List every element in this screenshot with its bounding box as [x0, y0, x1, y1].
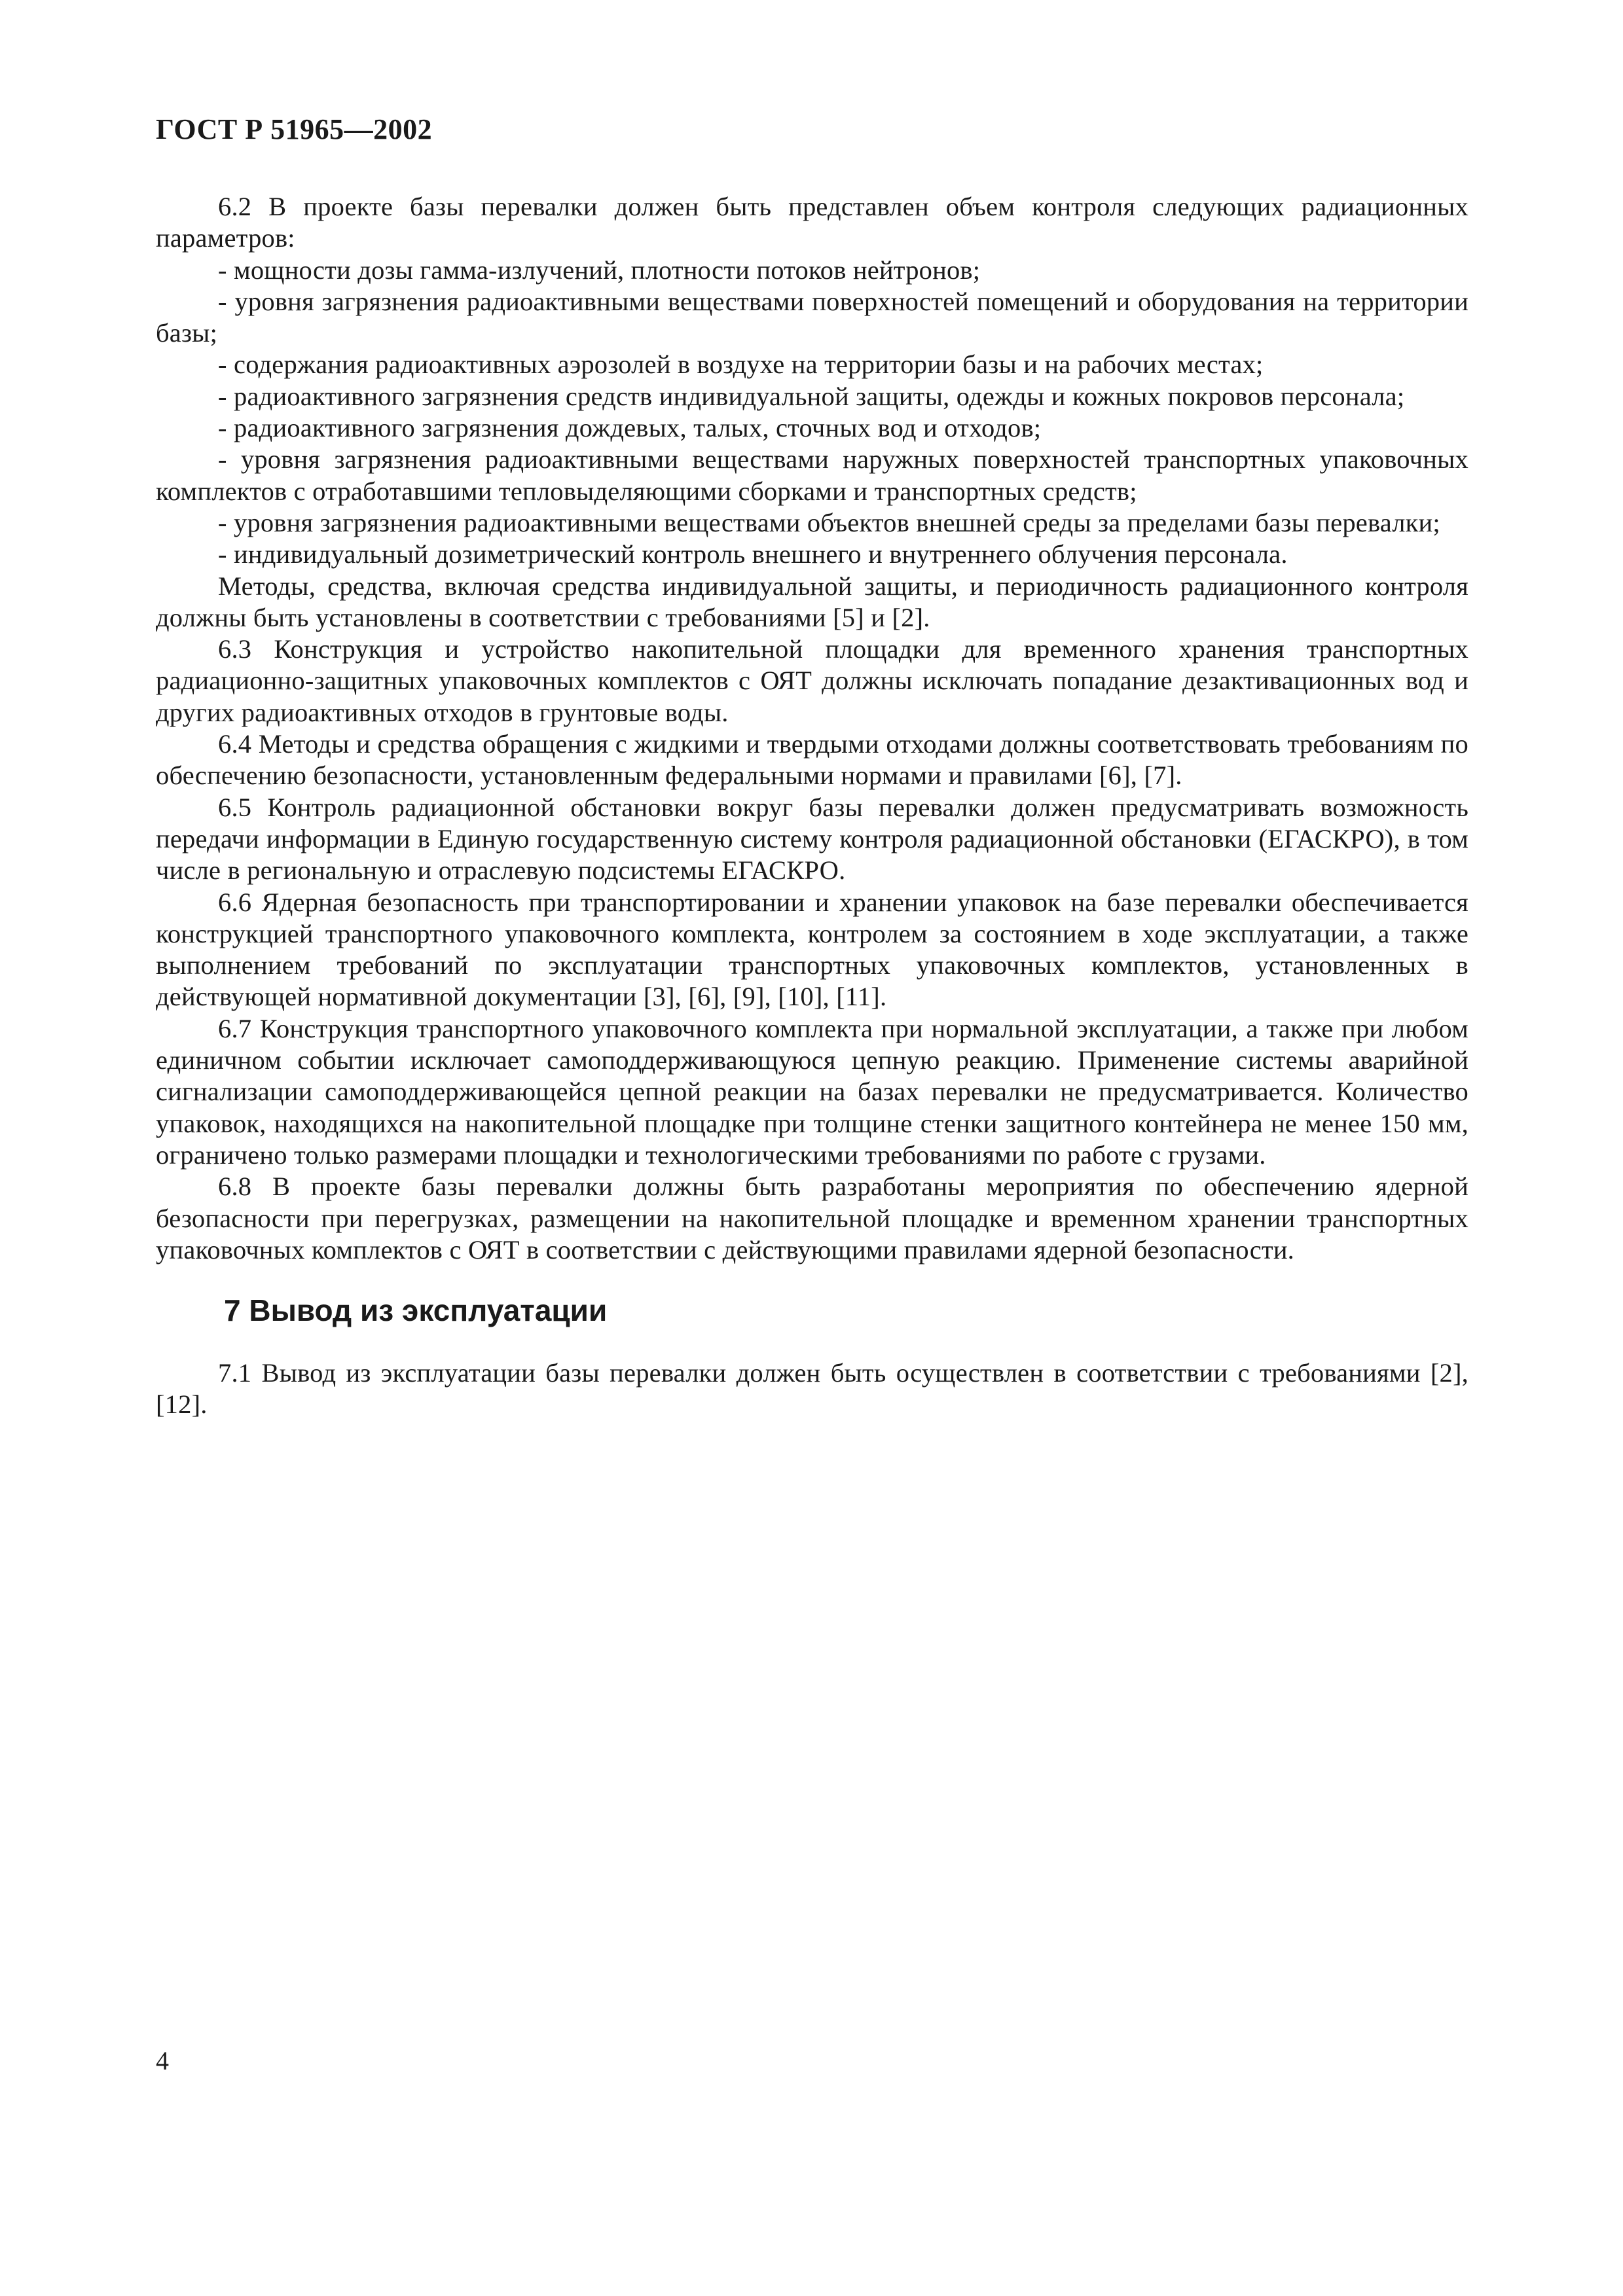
section-7-heading: 7 Вывод из эксплуатации	[224, 1293, 608, 1328]
list-item: - радиоактивного загрязнения средств индивидуальной защиты, одежды и кожных покровов персонала;	[218, 381, 1405, 411]
paragraph-6-3: 6.3 Конструкция и устройство накопительной площадки для временного хранения транспортных радиационно-защитных упаковочных комплектов с ОЯТ должны исключать попадание дезактивационных вод и других радиоактивных отходов в грунтовые воды.	[156, 634, 1468, 727]
paragraph-6-5: 6.5 Контроль радиационной обстановки вокруг базы перевалки должен предусматривать возможность передачи информации в Единую государственную систему контроля радиационной обстановки (ЕГАСКРО), в том числе в региональную и отраслевую подсистемы ЕГАСКРО.	[156, 792, 1468, 886]
paragraph-6-7: 6.7 Конструкция транспортного упаковочного комплекта при нормальной эксплуатации, а также при любом единичном событии исключает самоподдерживающуюся цепную реакцию. Применение системы аварийной сигнализации самоподдерживающейся цепной реакции на базах перевалки не предусматривается. Количество упаковок, находящихся на накопительной площадке при толщине стенки защитного контейнера не менее 150 мм, ограничено только размерами площадки и технологическими требованиями по работе с грузами.	[156, 1013, 1468, 1170]
paragraph-6-6: 6.6 Ядерная безопасность при транспортировании и хранении упаковок на базе перевалки обеспечивается конструкцией транспортного упаковочного комплекта, контролем за состоянием в ходе эксплуатации, а также выполнением требований по эксплуатации транспортных упаковочных комплектов, установленных в действующей нормативной документации [3], [6], [9], [10], [11].	[156, 887, 1468, 1012]
list-item: - индивидуальный дозиметрический контроль внешнего и внутреннего облучения персонала.	[218, 539, 1288, 569]
paragraph-6-4: 6.4 Методы и средства обращения с жидкими и твердыми отходами должны соответствовать требованиям по обеспечению безопасности, установленным федеральными нормами и правилами [6], [7].	[156, 729, 1468, 791]
list-item: - радиоактивного загрязнения дождевых, талых, сточных вод и отходов;	[218, 413, 1042, 443]
paragraph-6-2: 6.2 В проекте базы перевалки должен быть представлен объем контроля следующих радиационных параметров:	[156, 192, 1468, 253]
list-item: - уровня загрязнения радиоактивными веществами наружных поверхностей транспортных упаковочных комплектов с отработавшими тепловыделяющими сборками и транспортных средств;	[156, 444, 1468, 506]
document-code-header: ГОСТ Р 51965—2002	[156, 113, 433, 145]
list-item: - содержания радиоактивных аэрозолей в воздухе на территории базы и на рабочих местах;	[218, 350, 1264, 380]
list-item: - уровня загрязнения радиоактивными веществами поверхностей помещений и оборудования на территории базы;	[156, 286, 1468, 348]
list-item: - мощности дозы гамма-излучений, плотности потоков нейтронов;	[218, 255, 981, 285]
paragraph-6-8: 6.8 В проекте базы перевалки должны быть разработаны мероприятия по обеспечению ядерной безопасности при перегрузках, размещении на накопительной площадке и временном хранении транспортных упаковочных комплектов с ОЯТ в соответствии с действующими правилами ядерной безопасности.	[156, 1172, 1468, 1265]
paragraph-7-1: 7.1 Вывод из эксплуатации базы перевалки должен быть осуществлен в соответствии с требованиями [2], [12].	[156, 1358, 1468, 1420]
paragraph-methods: Методы, средства, включая средства индивидуальной защиты, и периодичность радиационного контроля должны быть установлены в соответствии с требованиями [5] и [2].	[156, 571, 1468, 632]
page-number: 4	[156, 2046, 169, 2075]
document-body	[156, 191, 1468, 1421]
list-item: - уровня загрязнения радиоактивными веществами объектов внешней среды за пределами базы перевалки;	[218, 507, 1440, 537]
